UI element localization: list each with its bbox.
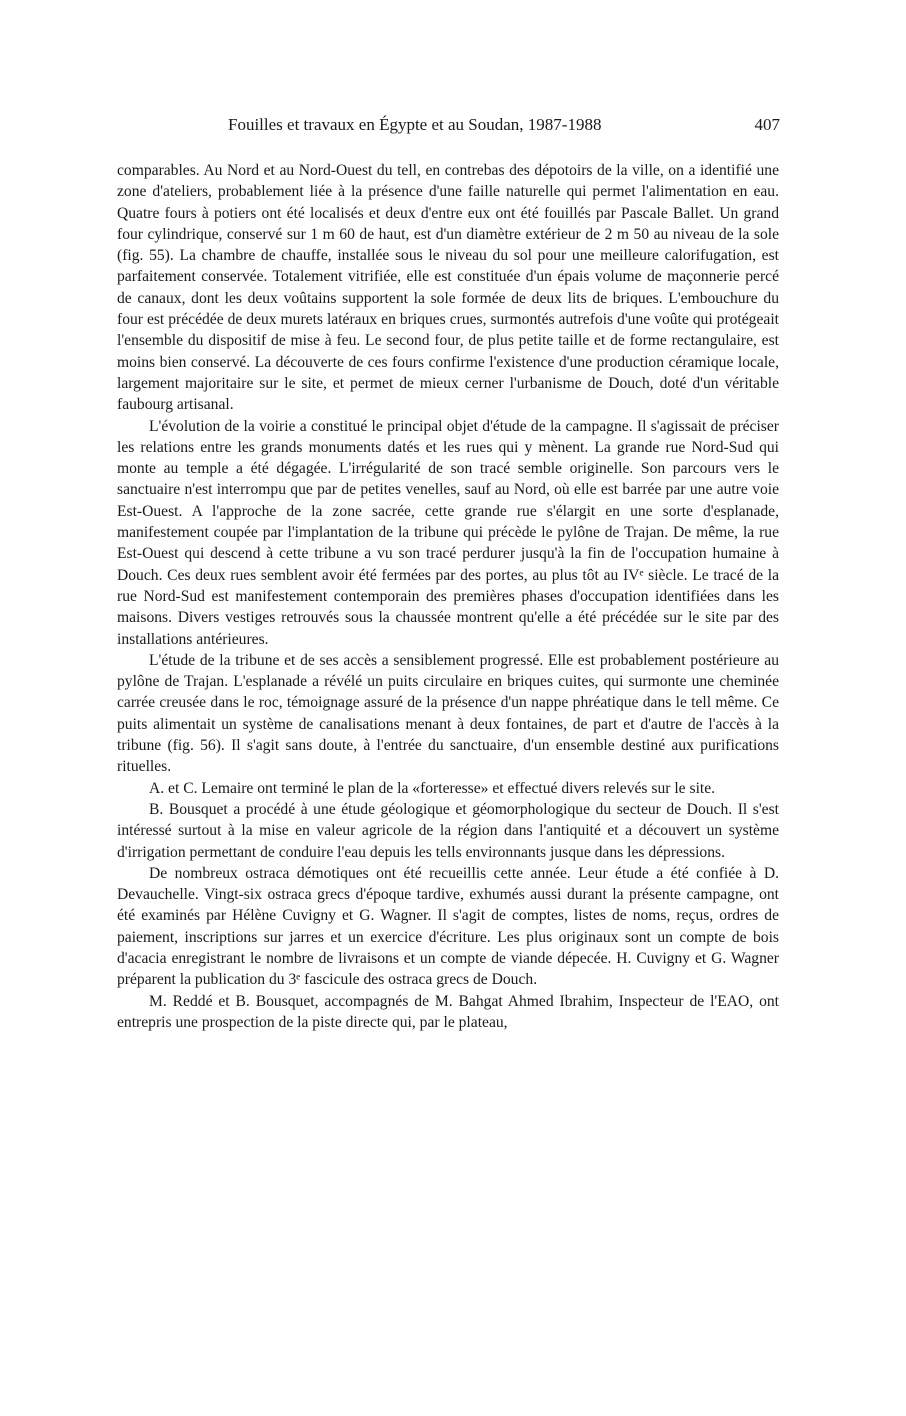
paragraph: M. Reddé et B. Bousquet, accompagnés de M. Bahgat Ahmed Ibrahim, Inspecteur de l'EAO, ont entrepris une prospection de la piste directe qui, par le plateau, [117, 992, 779, 1031]
running-header [228, 113, 780, 137]
paragraph: A. et C. Lemaire ont terminé le plan de la «forteresse» et effectué divers relevés sur le site. [149, 779, 716, 797]
paragraph: L'étude de la tribune et de ses accès a sensiblement progressé. Elle est probablement postérieure au pylône de Trajan. L'esplanade a révélé un puits circulaire en briques cuites, qui surmonte une cheminée carrée creusée dans le roc, témoignage assuré de la présence d'un nappe phréatique dans le tell même. Ce puits alimentait un système de canalisations menant à deux fontaines, de part et d'autre de l'accès à la tribune (fig. 56). Il s'agit sans doute, à l'entrée du sanctuaire, d'un ensemble destiné aux purifications rituelles. [117, 651, 779, 776]
paragraph: comparables. Au Nord et au Nord-Ouest du tell, en contrebas des dépotoirs de la ville, on a identifié une zone d'ateliers, probablement liée à la présence d'une faille naturelle qui permet l'alimentation en eau. Quatre fours à potiers ont été localisés et deux d'entre eux ont été fouillés par Pascale Ballet. Un grand four cylindrique, conservé sur 1 m 60 de haut, est d'un diamètre extérieur de 2 m 50 au niveau de la sole (fig. 55). La chambre de chauffe, installée sous le niveau du sol pour une meilleure calorifugation, est parfaitement conservée. Totalement vitrifiée, elle est constituée d'un épais volume de maçonnerie percé de canaux, dont les deux voûtains supportent la sole formée de deux lits de briques. L'embouchure du four est précédée de deux murets latéraux en briques crues, surmontés autrefois d'une voûte qui protégeait l'ensemble du dispositif de mise à feu. Le second four, de plus petite taille et de forme rectangulaire, est moins bien conservé. La découverte de ces fours confirme l'existence d'une production céramique locale, largement majoritaire sur le site, et permet de mieux cerner l'urbanisme de Douch, doté d'un véritable faubourg artisanal. [117, 162, 779, 414]
paragraph: L'évolution de la voirie a constitué le principal objet d'étude de la campagne. Il s'agissait de préciser les relations entre les grands monuments datés et les rues qui y mènent. La grande rue Nord-Sud qui monte au temple a été dégagée. L'irrégularité de son tracé semble originelle. Son parcours vers le sanctuaire n'est interrompu que par de petites venelles, sauf au Nord, où elle est barrée par une autre voie Est-Ouest. A l'approche de la zone sacrée, cette grande rue s'élargit en une sorte d'esplanade, manifestement coupée par l'implantation de la tribune qui précède le pylône de Trajan. De même, la rue Est-Ouest qui descend à cette tribune a vu son tracé perdurer jusqu'à la fin de l'occupation humaine à Douch. Ces deux rues semblent avoir été fermées par des portes, au plus tôt au IVᵉ siècle. Le tracé de la rue Nord-Sud est manifestement contemporain des premières phases d'occupation identifiées dans les maisons. Divers vestiges retrouvés sous la chaussée montrent qu'elle a été précédée sur le site par des installations antérieures. [117, 417, 779, 648]
paragraph: De nombreux ostraca démotiques ont été recueillis cette année. Leur étude a été confiée à D. Devauchelle. Vingt-six ostraca grecs d'époque tardive, exhumés aussi durant la présente campagne, ont été examinés par Hélène Cuvigny et G. Wagner. Il s'agit de comptes, listes de noms, reçus, ordres de paiement, inscriptions sur jarres et un exercice d'écriture. Les plus originaux sont un compte de bois d'acacia enregistrant le nombre de livraisons et un compte de viande dépecée. H. Cuvigny et G. Wagner préparent la publication du 3ᵉ fascicule des ostraca grecs de Douch. [117, 864, 779, 989]
paragraph: B. Bousquet a procédé à une étude géologique et géomorphologique du secteur de Douch. Il s'est intéressé surtout à la mise en valeur agricole de la région dans l'antiquité et a découvert un système d'irrigation permettant de conduire l'eau depuis les tells environnants jusque dans les dépressions. [117, 800, 779, 861]
running-title: Fouilles et travaux en Égypte et au Soudan, 1987-1988 [228, 115, 602, 134]
body-text [117, 160, 779, 1033]
page-number: 407 [754, 115, 780, 134]
